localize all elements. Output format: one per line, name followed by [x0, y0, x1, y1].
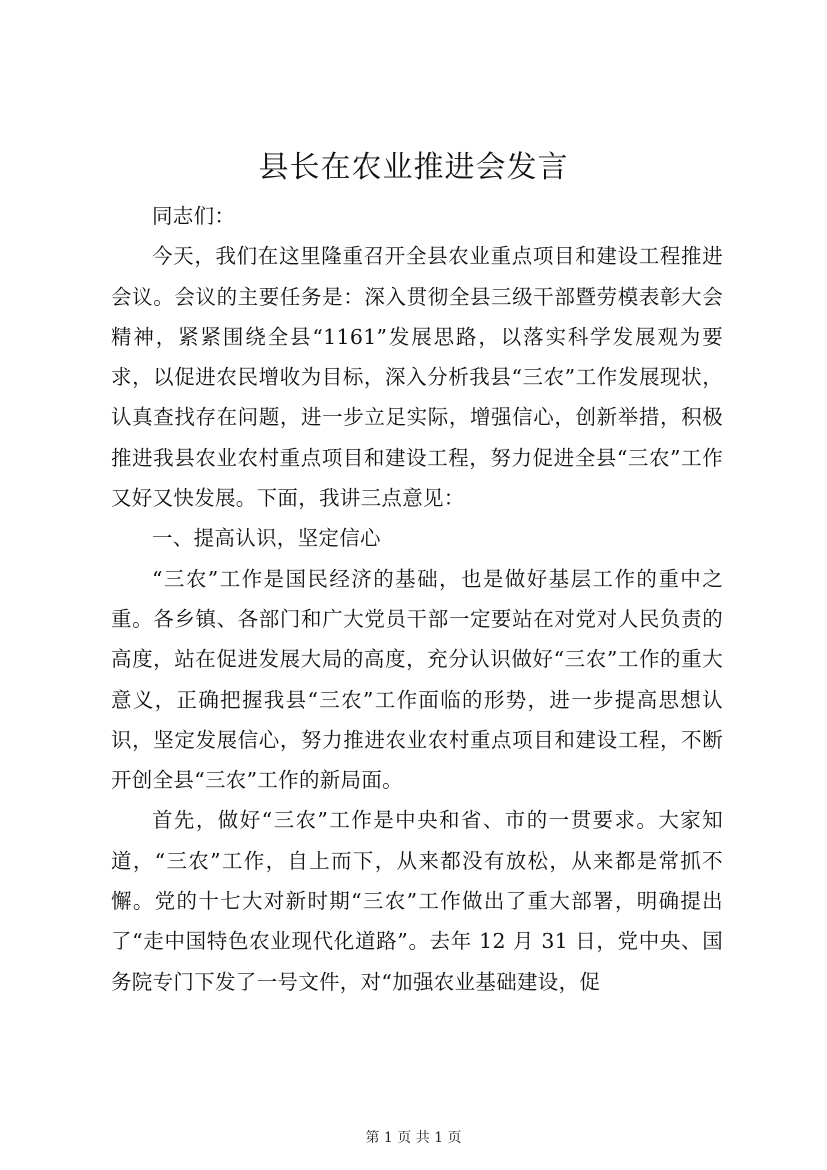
document-body [111, 196, 723, 1002]
document-title: 县长在农业推进会发言 [258, 150, 569, 185]
salutation: 同志们： [152, 204, 236, 228]
paragraph-intro: 今天，我们在这里隆重召开全县农业重点项目和建设工程推进会议。会议的主要任务是：深入贯彻全县三级干部暨劳模表彰大会精神，紧紧围绕全县“1161”发展思路，以落实科学发展观为要求，以促进农民增收为目标，深入分析我县“三农”工作发展现状，认真查找存在问题，进一步立足实际，增强信心，创新举措，积极推进我县农业农村重点项目和建设工程，努力促进全县“三农”工作又好又快发展。下面，我讲三点意见： [111, 244, 723, 511]
paragraph-first-point: 首先，做好“三农”工作是中央和省、市的一贯要求。大家知道，“三农”工作，自上而下，从来都没有放松，从来都是常抓不懈。党的十七大对新时期“三农”工作做出了重大部署，明确提出了“走中国特色农业现代化道路”。去年 12 月 31 日，党中央、国务院专门下发了一号文件，对“加强农业基础建设，促 [111, 808, 723, 994]
section-heading-1: 一、提高认识，坚定信心 [152, 526, 381, 551]
page-footer: 第 1 页 共 1 页 [365, 1130, 462, 1146]
paragraph-section-1: “三农”工作是国民经济的基础，也是做好基层工作的重中之重。各乡镇、各部门和广大党员干部一定要站在对党对人民负责的高度，站在促进发展大局的高度，充分认识做好“三农”工作的重大意义，正确把握我县“三农”工作面临的形势，进一步提高思想认识，坚定发展信心，努力推进农业农村重点项目和建设工程，不断开创全县“三农”工作的新局面。 [111, 566, 723, 793]
